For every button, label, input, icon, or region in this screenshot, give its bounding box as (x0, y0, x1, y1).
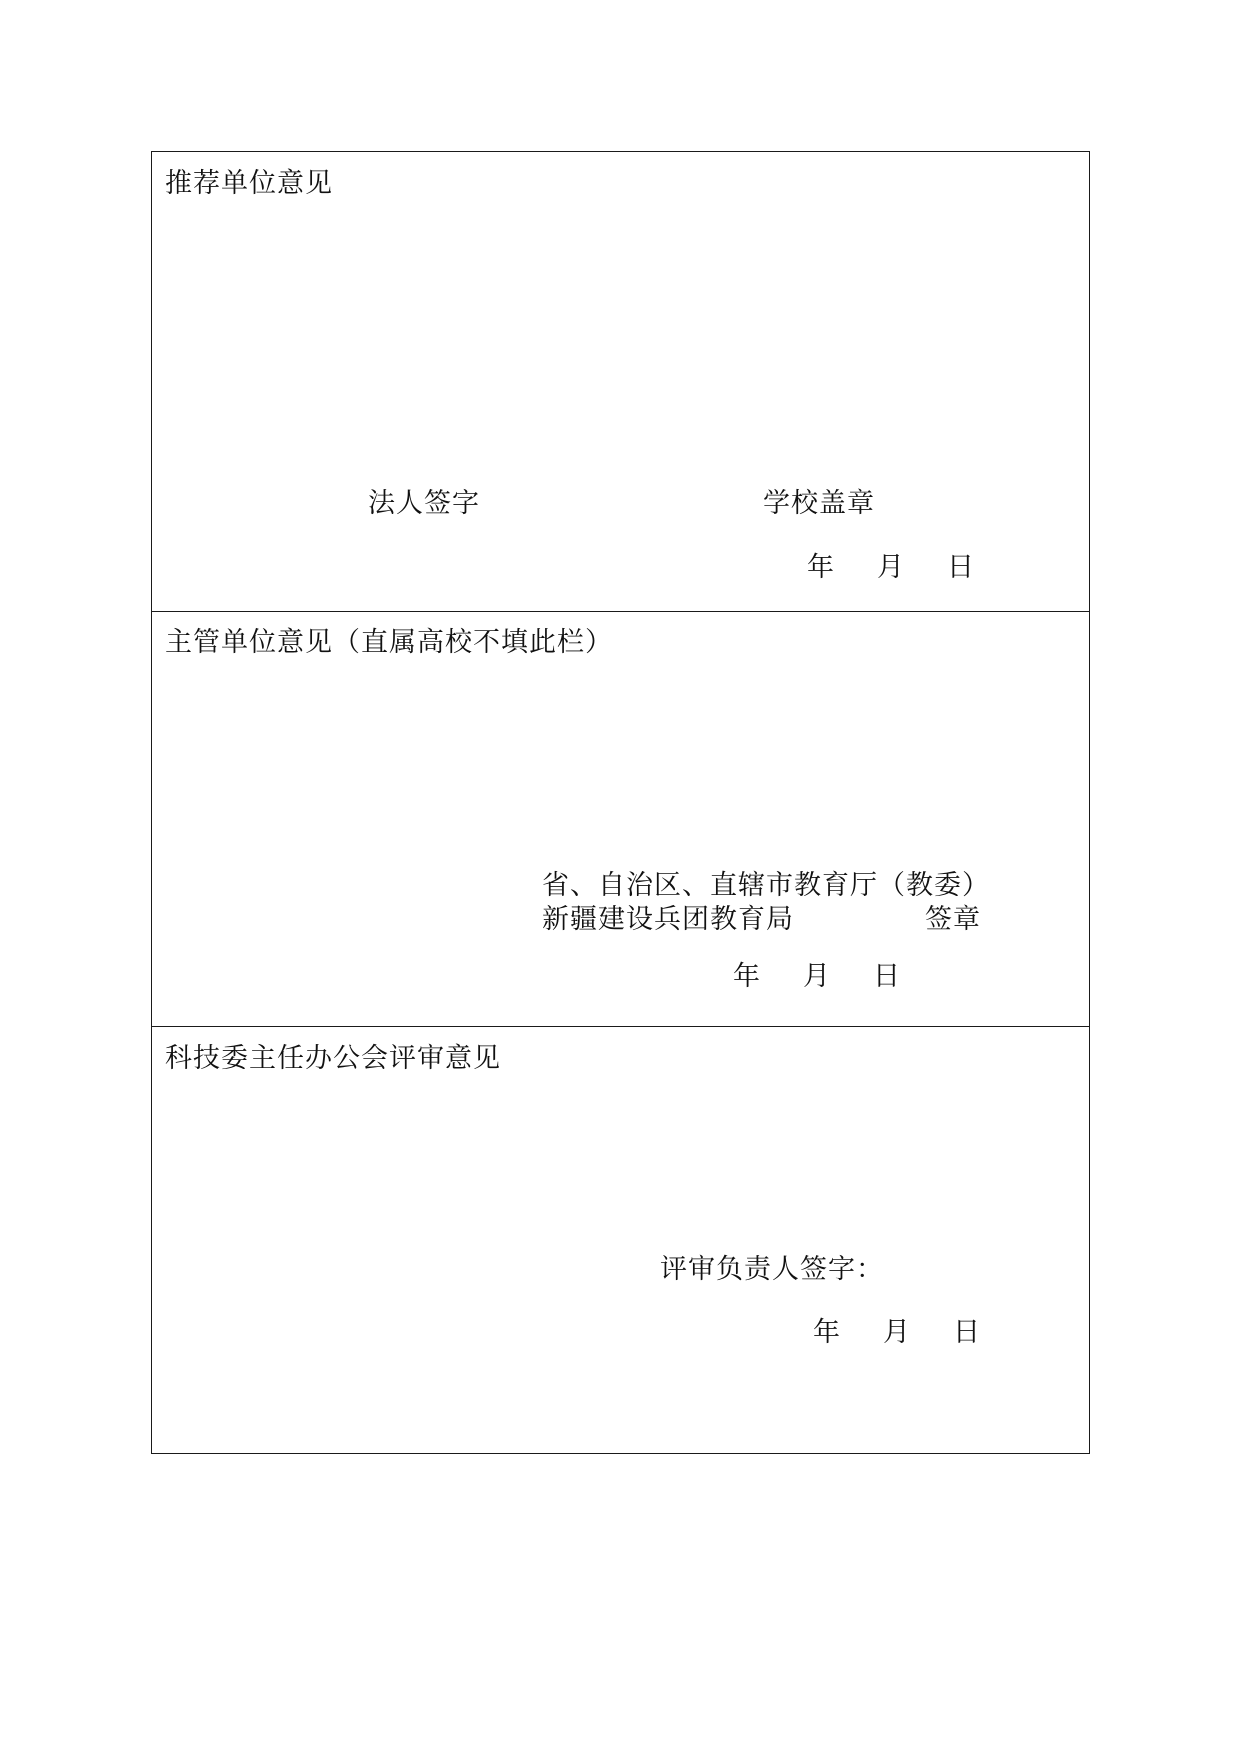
date-month-label: 月 (803, 961, 830, 992)
supervising-unit-date (733, 961, 900, 993)
authority-line-2: 新疆建设兵团教育局 (542, 904, 794, 935)
date-year-label: 年 (733, 961, 760, 992)
review-committee-date (813, 1317, 980, 1349)
seal-label: 签章 (925, 904, 981, 935)
date-year-label: 年 (813, 1317, 840, 1348)
review-committee-section (152, 1027, 1089, 1453)
supervising-unit-heading: 主管单位意见（直属高校不填此栏） (165, 627, 613, 658)
date-day-label: 日 (953, 1317, 980, 1348)
opinion-form-table (151, 151, 1090, 1454)
recommending-unit-heading: 推荐单位意见 (165, 168, 333, 199)
recommending-unit-section (152, 152, 1089, 612)
date-day-label: 日 (873, 961, 900, 992)
authority-line-1: 省、自治区、直辖市教育厅（教委） (542, 870, 990, 901)
date-year-label: 年 (807, 552, 834, 583)
legal-signature-label: 法人签字 (368, 488, 480, 519)
school-seal-label: 学校盖章 (763, 488, 875, 519)
supervising-unit-section (152, 612, 1089, 1027)
review-committee-heading: 科技委主任办公会评审意见 (165, 1043, 501, 1074)
date-month-label: 月 (883, 1317, 910, 1348)
date-month-label: 月 (877, 552, 904, 583)
recommending-unit-date (807, 552, 974, 584)
reviewer-signature-label: 评审负责人签字： (660, 1254, 884, 1285)
date-day-label: 日 (947, 552, 974, 583)
